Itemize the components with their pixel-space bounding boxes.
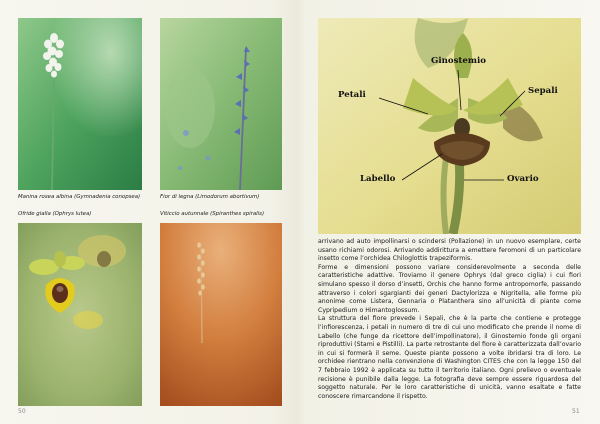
page-number-left: 50 xyxy=(18,408,26,415)
caption-limodorum: Fior di legna (Limodorum abortivum) xyxy=(160,194,260,200)
label-labello: Labello xyxy=(360,174,396,184)
orchid-anatomy-image xyxy=(318,18,581,234)
photo-spiranthes xyxy=(160,223,282,406)
ophrys-lutea-image xyxy=(18,223,142,406)
page-number-right: 51 xyxy=(572,408,580,415)
gymnadenia-image xyxy=(18,18,142,190)
article-body xyxy=(318,238,581,401)
paragraph-1: arrivano ad auto impollinarsi o scindersi (Pollazione) in un nuovo esemplare, certe usano richiami odorosi. Arrivando addirittura a emettere feromoni di un particolare insetto come l’orchidea Chiloglottis trapeziformis. xyxy=(318,238,581,263)
caption-ophrys-lutea: Ofride gialla (Ophrys lutea) xyxy=(18,211,92,217)
paragraph-2: Forme e dimensioni possono variare considerevolmente a seconda delle caratteristiche adattive. Troviamo il genere Ophrys (dal greco ciglia) i cui fiori simulano spesso il dorso d’insetti, Orchis che hanno forme antropomorfe, passando attraverso i colori sgargianti dei generi Dactylorizza e Nigritella, alle forme più anonime come Listera, Gennaria o Platanthera sino all’unicità di piante come Cypripedium o Himantoglossum. xyxy=(318,263,581,314)
labeled-orchid-photo xyxy=(318,18,581,234)
label-petali: Petali xyxy=(338,90,366,100)
label-sepali: Sepali xyxy=(528,86,558,96)
photo-ophrys-lutea xyxy=(18,223,142,406)
photo-limodorum xyxy=(160,18,282,190)
caption-spiranthes: Viticcio autunnale (Spiranthes spiralis) xyxy=(160,211,265,217)
limodorum-image xyxy=(160,18,282,190)
label-ovario: Ovario xyxy=(507,174,539,184)
paragraph-3: La struttura del fiore prevede i Sepali, che è la parte che contiene e protegge l’infiorescenza, i petali in numero di tre di cui uno modificato che prende il nome di Labello (che funge da ricettore dell’impollinatore), il Ginostemio fonde gli organi riproduttivi (Stami e Pistilli). La parte retrostante del fiore è caratterizzata dall’ovario in cui si formerà il seme. Queste piante possono a volte ibridarsi tra di loro. Le orchidee rientrano nella convenzione di Washington CITES che con la legge 150 del 7 febbraio 1992 è applicata su tutto il territorio italiano. Ogni prelievo o eventuale recisione è punibile dalla legge. La fotografia deve sempre essere riguardosa del soggetto naturale. Per le loro caratteristiche di unicità, vanno esaltate e fatte conoscere rimarcandone il rispetto. xyxy=(318,315,581,400)
spiranthes-image xyxy=(160,223,282,406)
photo-gymnadenia xyxy=(18,18,142,190)
caption-gymnadenia: Manina rosea albina (Gymnadenia conopsea) xyxy=(18,194,141,200)
label-ginostemio: Ginostemio xyxy=(431,56,486,66)
